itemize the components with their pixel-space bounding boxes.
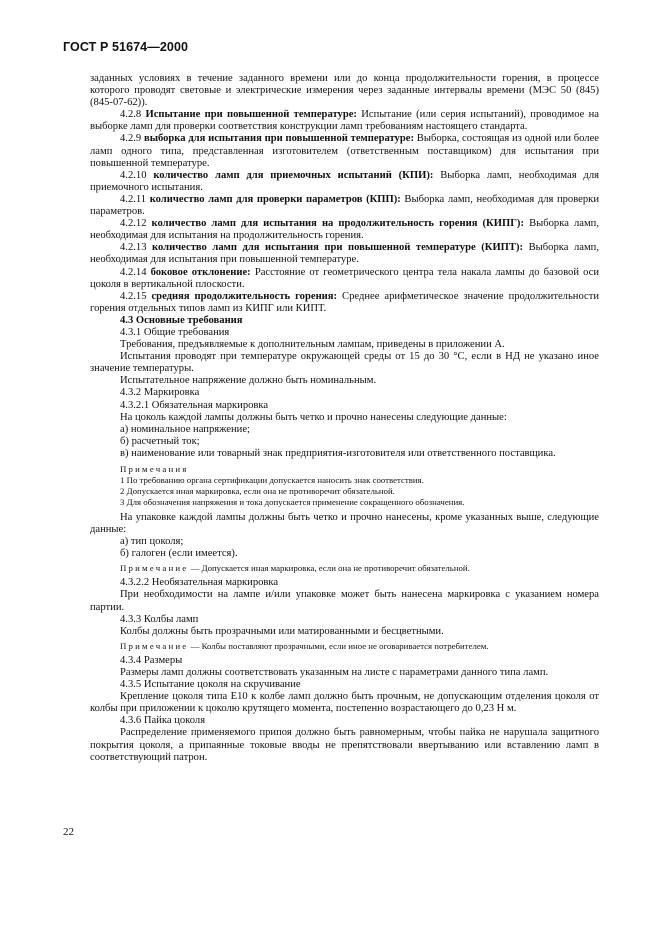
- term: количество ламп для проверки параметров (КПП):: [149, 193, 401, 205]
- notes-heading: Примечания: [120, 464, 189, 474]
- note-single: Примечание — Колбы поставляют прозрачными, если иное не оговаривается потребителем.: [120, 640, 489, 651]
- subsection-heading: 4.3.5 Испытание цоколя на скручивание: [120, 679, 301, 691]
- term: выборка для испытания при повышенной температуре:: [143, 133, 414, 145]
- paragraph: Колбы должны быть прозрачными или матированными и бесцветными.: [120, 625, 444, 637]
- list-item: б) расчетный ток;: [120, 435, 200, 447]
- list-item: в) наименование или товарный знак предприятия-изготовителя или ответственного поставщика.: [120, 447, 556, 459]
- subsection-heading: 4.3.1 Общие требования: [120, 326, 230, 338]
- paragraph: На упаковке каждой лампы должны быть четко и прочно нанесены, кроме указанных выше, следующие данные:: [90, 512, 599, 536]
- term: количество ламп для приемочных испытаний (КПИ):: [153, 169, 434, 181]
- term: количество ламп для испытания на продолжительность горения (КИПГ):: [151, 218, 524, 230]
- subsection-heading: 4.3.2.2 Необязательная маркировка: [120, 577, 279, 589]
- term: средняя продолжительность горения:: [151, 290, 338, 302]
- paragraph: Крепление цоколя типа Е10 к колбе ламп должно быть прочным, не допускающим отделения цоколя от колбы при приложении к цоколю крутящего момента, постепенно возрастающего до 0,23 Н м.: [90, 691, 599, 715]
- definition-4-2-14: 4.2.14 боковое отклонение: Расстояние от геометрического центра тела накала лампы до базовой оси цоколя в вертикальной плоскости.: [90, 266, 600, 290]
- note-item: 1 По требованию органа сертификации допускается наносить знак соответствия.: [120, 475, 424, 485]
- subsection-heading: 4.3.3 Колбы ламп: [120, 613, 199, 625]
- subsection-heading: 4.3.4 Размеры: [120, 654, 183, 666]
- paragraph-continuation: заданных условиях в течение заданного времени или до конца продолжительности горения, в процессе которого проводят световые и электрические измерения через заданные интервалы времени (МЭС 50 (845) (845-07-62)).: [90, 73, 599, 109]
- subsection-heading: 4.3.2 Маркировка: [120, 387, 200, 399]
- paragraph: Распределение применяемого припоя должно быть равномерным, чтобы пайка не нарушала защитного покрытия цоколя, а припаянные токовые вводы не препятствовали ввертыванию или вставлению ламп в соответствующий патрон.: [90, 727, 599, 763]
- definition-4-2-10: 4.2.10 количество ламп для приемочных испытаний (КПИ): Выборка ламп, необходимая для приемочного испытания.: [90, 169, 599, 193]
- definition-4-2-9: 4.2.9 выборка для испытания при повышенной температуре: Выборка, состоящая из одной или более ламп одного типа, представленная изготовителем (ответственным поставщиком) для испытания при повышенной температуре.: [90, 133, 599, 169]
- paragraph: При необходимости на лампе и/или упаковке может быть нанесена маркировка с указанием номера партии.: [90, 589, 599, 613]
- standard-header: ГОСТ Р 51674—2000: [63, 40, 189, 54]
- definition-4-2-15: 4.2.15 средняя продолжительность горения: Среднее арифметическое значение продолжительности горения отдельных типов ламп из КИПГ или КИПТ.: [90, 290, 600, 314]
- section-heading-4-3: 4.3 Основные требования: [120, 314, 243, 326]
- paragraph: Размеры ламп должны соответствовать указанным на листе с параметрами данного типа ламп.: [120, 666, 549, 678]
- document-body: [90, 73, 599, 764]
- note-item: 2 Допускается иная маркировка, если она не противоречит обязательной.: [120, 486, 395, 496]
- term: боковое отклонение:: [150, 266, 251, 278]
- paragraph: На цоколь каждой лампы должны быть четко и прочно нанесены следующие данные:: [120, 411, 507, 423]
- page-number: 22: [63, 826, 74, 838]
- paragraph: Испытания проводят при температуре окружающей среды от 15 до 30 °С, если в НД не указано иное значение температуры.: [90, 351, 599, 375]
- term: количество ламп для испытания при повышенной температуре (КИПТ):: [152, 242, 524, 254]
- list-item: а) номинальное напряжение;: [120, 423, 250, 435]
- definition-4-2-12: 4.2.12 количество ламп для испытания на продолжительность горения (КИПГ): Выборка ламп, необходимая для испытания на продолжительность горения.: [90, 218, 599, 242]
- paragraph: Требования, предъявляемые к дополнительным лампам, приведены в приложении А.: [120, 339, 505, 351]
- definition-4-2-11: 4.2.11 количество ламп для проверки параметров (КПП): Выборка ламп, необходимая для проверки параметров.: [90, 193, 599, 218]
- list-item: а) тип цоколя;: [120, 536, 184, 548]
- subsection-heading: 4.3.2.1 Обязательная маркировка: [120, 399, 269, 411]
- definition-4-2-8: 4.2.8 Испытание при повышенной температуре: Испытание (или серия испытаний), проводимое на выборке ламп для проверки соответствия конструкции ламп требованиям настоящего стандарта.: [90, 109, 600, 133]
- term: Испытание при повышенной температуре:: [145, 109, 357, 121]
- paragraph: Испытательное напряжение должно быть номинальным.: [120, 375, 377, 387]
- subsection-heading: 4.3.6 Пайка цоколя: [120, 715, 206, 727]
- definition-4-2-13: 4.2.13 количество ламп для испытания при повышенной температуре (КИПТ): Выборка ламп, необходимая для испытания при повышенной температуре.: [90, 242, 599, 266]
- note-item: 3 Для обозначения напряжения и тока допускается применение сокращенного обозначения.: [120, 497, 465, 507]
- list-item: б) галоген (если имеется).: [120, 548, 238, 560]
- note-single: Примечание — Допускается иная маркировка, если она не противоречит обязательной.: [120, 563, 470, 574]
